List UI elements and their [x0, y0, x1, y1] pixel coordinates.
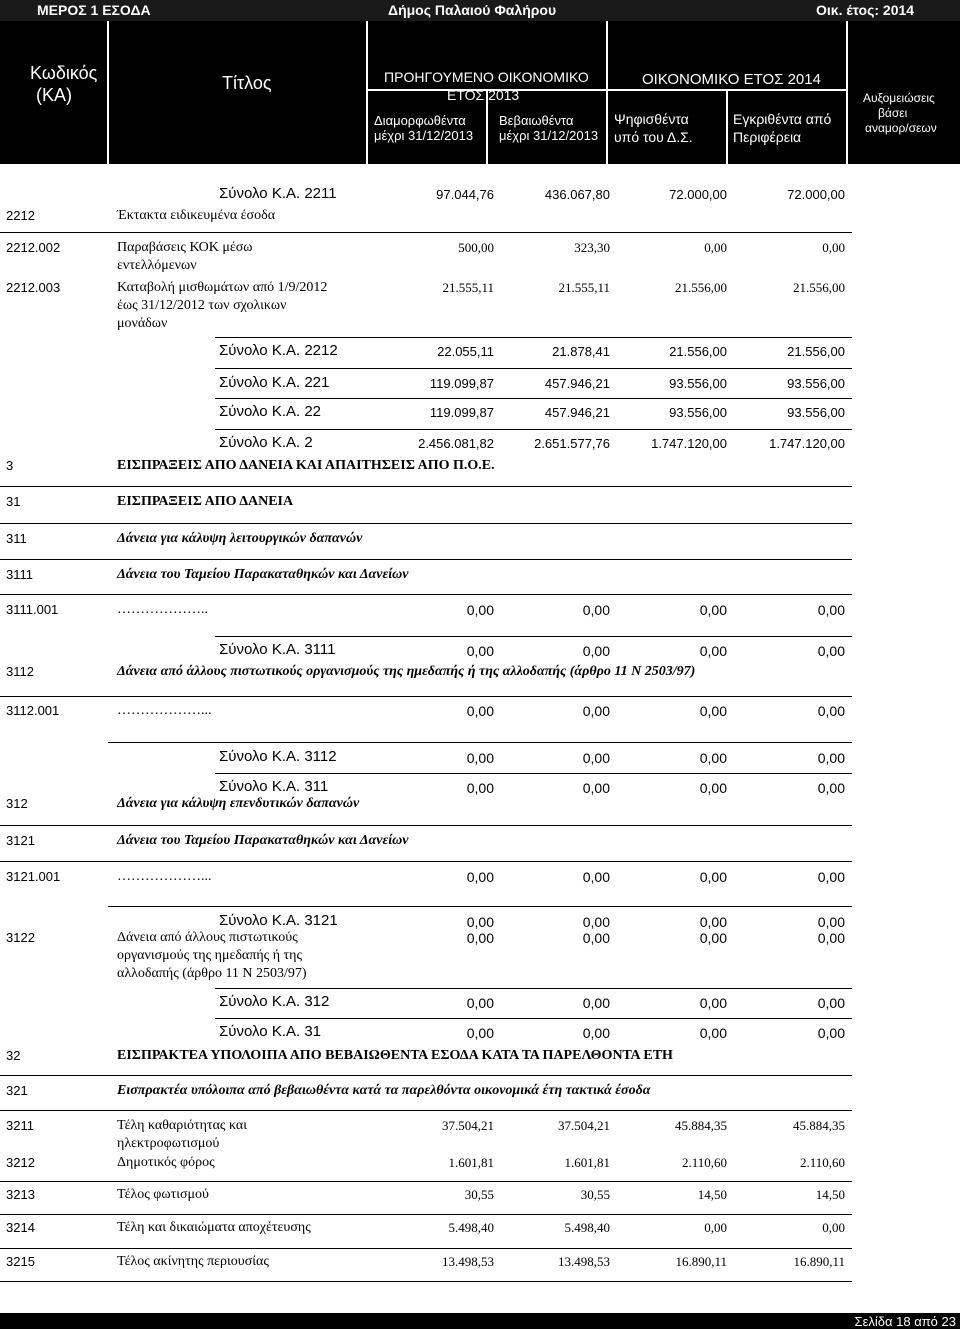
value-cell: 2.456.081,82: [418, 436, 494, 451]
account-title-line: εντελλόμενων: [117, 258, 197, 273]
value-cell: 119.099,87: [429, 376, 494, 391]
total-label: Σύνολο Κ.Α. 311: [219, 778, 329, 795]
value-cell: 0,00: [699, 703, 727, 719]
value-cell: 0,00: [582, 930, 610, 946]
prev-formed-header: Διαμορφωθέντα: [374, 113, 466, 128]
value-cell: 0,00: [817, 995, 845, 1011]
account-title: Δάνεια για κάλυψη επενδυτικών δαπανών: [117, 796, 360, 811]
value-cell: 0,00: [582, 602, 610, 618]
account-title-line: Δημοτικός φόρος: [117, 1155, 215, 1170]
account-title-line: Παραβάσεις ΚΟΚ μέσω: [117, 240, 253, 255]
account-code: 3111.001: [6, 602, 59, 617]
value-cell: 0,00: [699, 914, 727, 930]
account-code: 3122: [6, 930, 35, 945]
approved-header: Εγκριθέντα από: [733, 111, 832, 127]
value-cell: 1.747.120,00: [769, 436, 845, 451]
value-cell: 37.504,21: [442, 1118, 494, 1133]
value-cell: 21.556,00: [787, 344, 845, 359]
prev-year-header-sub: ΕΤΟΣ 2013: [447, 87, 520, 103]
value-cell: 21.878,41: [552, 344, 610, 359]
account-title: Δάνεια του Ταμείου Παρακαταθηκών και Δανείων: [117, 567, 409, 582]
account-code: 321: [6, 1083, 28, 1098]
account-code: 3213: [6, 1187, 35, 1202]
value-cell: 0,00: [817, 869, 845, 885]
value-cell: 0,00: [582, 914, 610, 930]
account-title: ΕΙΣΠΡΑΚΤΕΑ ΥΠΟΛΟΙΠΑ ΑΠΟ ΒΕΒΑΙΩΘΕΝΤΑ ΕΣΟΔΑ ΚΑΤΑ ΤΑ ΠΑΡΕΛΘΟΝΤΑ ΕΤΗ: [117, 1048, 673, 1063]
account-title-line: μονάδων: [117, 316, 168, 331]
value-cell: 0,00: [466, 703, 494, 719]
row-divider: [215, 368, 852, 369]
prev-certified-header: Βεβαιωθέντα: [499, 113, 574, 128]
value-cell: 0,00: [466, 1025, 494, 1041]
value-cell: 0,00: [466, 995, 494, 1011]
prev-year-header: ΠΡΟΗΓΟΥΜΕΝΟ ΟΙΚΟΝΟΜΙΚΟ: [384, 69, 589, 85]
value-cell: 5.498,40: [564, 1220, 610, 1235]
value-cell: 436.067,80: [544, 187, 610, 202]
page-number: Σελίδα 18 από 23: [854, 1314, 956, 1329]
column-header: [0, 21, 960, 164]
voted-header-sub: υπό του Δ.Σ.: [614, 129, 693, 145]
value-cell: 0,00: [466, 869, 494, 885]
cur-year-header: ΟΙΚΟΝΟΜΙΚΟ ΕΤΟΣ 2014: [642, 71, 821, 88]
row-divider: [215, 636, 852, 637]
account-title-line: οργανισμούς της ημεδαπής ή της: [117, 948, 303, 963]
account-code: 3121: [6, 833, 35, 848]
value-cell: 93.556,00: [669, 376, 727, 391]
account-title: Δάνεια από άλλους πιστωτικούς οργανισμούς της ημεδαπής ή της αλλοδαπής (άρθρο 11 Ν 2503/97): [117, 664, 696, 679]
account-code: 312: [6, 796, 28, 811]
total-label: Σύνολο Κ.Α. 22: [219, 403, 322, 420]
value-cell: 14,50: [815, 1187, 845, 1202]
account-title-line: έως 31/12/2012 των σχολικων: [117, 298, 287, 313]
row-divider: [108, 742, 852, 743]
prev-certified-header-sub: μέχρι 31/12/2013: [499, 128, 599, 143]
account-code: 311: [6, 531, 27, 546]
value-cell: 0,00: [466, 643, 494, 659]
code-header-sub: (ΚΑ): [36, 85, 72, 105]
value-cell: 0,00: [822, 1220, 845, 1235]
value-cell: 0,00: [466, 780, 494, 796]
value-cell: 21.556,00: [793, 280, 845, 295]
value-cell: 0,00: [582, 750, 610, 766]
value-cell: 0,00: [699, 780, 727, 796]
value-cell: 97.044,76: [436, 187, 494, 202]
row-divider: [0, 1181, 852, 1182]
value-cell: 500,00: [458, 240, 494, 255]
row-divider: [0, 232, 852, 233]
value-cell: 22.055,11: [437, 344, 494, 359]
value-cell: 0,00: [582, 1025, 610, 1041]
value-cell: 0,00: [699, 750, 727, 766]
value-cell: 93.556,00: [669, 405, 727, 420]
value-cell: 14,50: [697, 1187, 727, 1202]
account-code: 2212: [6, 208, 35, 223]
total-label: Σύνολο Κ.Α. 221: [219, 374, 330, 391]
row-divider: [0, 486, 852, 487]
account-code: 3215: [6, 1254, 35, 1269]
value-cell: 5.498,40: [448, 1220, 494, 1235]
row-divider: [215, 988, 852, 989]
account-title-line: Καταβολή μισθωμάτων από 1/9/2012: [117, 280, 328, 295]
total-label: Σύνολο Κ.Α. 3111: [219, 641, 336, 658]
account-title-line: Τέλη καθαριότητας και: [117, 1118, 247, 1133]
title-header: Τίτλος: [222, 73, 272, 93]
account-code: 3211: [6, 1118, 34, 1133]
value-cell: 0,00: [582, 703, 610, 719]
value-cell: 30,55: [580, 1187, 610, 1202]
value-cell: 0,00: [699, 930, 727, 946]
row-divider: [215, 1018, 852, 1019]
fiscal-year-label: Οικ. έτος: 2014: [816, 2, 915, 18]
row-divider: [0, 696, 852, 697]
account-title-line: Τέλη και δικαιώματα αποχέτευσης: [117, 1220, 311, 1235]
total-label: Σύνολο Κ.Α. 312: [219, 993, 330, 1010]
account-code: 3112: [6, 664, 34, 679]
value-cell: 323,30: [574, 240, 610, 255]
account-title: ΕΙΣΠΡΑΞΕΙΣ ΑΠΟ ΔΑΝΕΙΑ: [117, 494, 294, 509]
account-title: Έκτακτα ειδικευμένα έσοδα: [117, 208, 276, 223]
value-cell: 21.556,00: [669, 344, 727, 359]
value-cell: 0,00: [704, 1220, 727, 1235]
account-code: 3111: [6, 567, 33, 582]
account-title: ΕΙΣΠΡΑΞΕΙΣ ΑΠΟ ΔΑΝΕΙΑ ΚΑΙ ΑΠΑΙΤΗΣΕΙΣ ΑΠΟ Π.Ο.Ε.: [117, 458, 495, 473]
value-cell: 0,00: [582, 995, 610, 1011]
row-divider: [0, 1281, 852, 1282]
account-title-line: ηλεκτροφωτισμού: [117, 1136, 220, 1151]
value-cell: 0,00: [699, 995, 727, 1011]
total-label: Σύνολο Κ.Α. 2211: [219, 185, 337, 202]
section-label: ΜΕΡΟΣ 1 ΕΣΟΔΑ: [37, 2, 151, 18]
value-cell: 13.498,53: [442, 1254, 494, 1269]
value-cell: 93.556,00: [787, 405, 845, 420]
row-divider: [215, 337, 852, 338]
row-divider: [215, 773, 852, 774]
row-divider: [0, 559, 852, 560]
adjust-header-l2: βάσει: [878, 106, 908, 120]
total-label: Σύνολο Κ.Α. 31: [219, 1023, 322, 1040]
adjust-header-l3: αναμορ/σεων: [865, 121, 937, 135]
total-label: Σύνολο Κ.Α. 2: [219, 434, 313, 451]
value-cell: 72.000,00: [669, 187, 727, 202]
municipality-label: Δήμος Παλαιού Φαλήρου: [388, 2, 557, 18]
value-cell: 2.110,60: [681, 1155, 727, 1170]
value-cell: 0,00: [699, 602, 727, 618]
row-divider: [215, 429, 852, 430]
row-divider: [0, 1248, 852, 1249]
page-footer: [0, 1313, 960, 1329]
account-code: 32: [6, 1048, 21, 1063]
account-title: Εισπρακτέα υπόλοιπα από βεβαιωθέντα κατά τα παρελθόντα οικονομικά έτη τακτικά έσοδα: [117, 1083, 651, 1098]
account-title-line: αλλοδαπής (άρθρο 11 Ν 2503/97): [117, 966, 307, 981]
value-cell: 0,00: [582, 780, 610, 796]
account-code: 3121.001: [6, 869, 61, 884]
adjust-header: Αυξομειώσεις: [863, 91, 935, 105]
value-cell: 0,00: [466, 602, 494, 618]
top-bar: [0, 0, 960, 21]
value-cell: 13.498,53: [558, 1254, 610, 1269]
value-cell: 0,00: [704, 240, 727, 255]
account-title: Δάνεια του Ταμείου Παρακαταθηκών και Δανείων: [117, 833, 409, 848]
value-cell: 2.651.577,76: [534, 436, 610, 451]
value-cell: 0,00: [699, 869, 727, 885]
value-cell: 37.504,21: [558, 1118, 610, 1133]
account-code: 3212: [6, 1155, 35, 1170]
value-cell: 2.110,60: [799, 1155, 845, 1170]
value-cell: 457.946,21: [544, 376, 610, 391]
account-title-line: ………………...: [117, 703, 212, 718]
value-cell: 0,00: [817, 602, 845, 618]
account-code: 3112.001: [6, 703, 60, 718]
value-cell: 0,00: [582, 643, 610, 659]
account-title: Δάνεια για κάλυψη λειτουργικών δαπανών: [117, 531, 363, 546]
value-cell: 0,00: [699, 1025, 727, 1041]
value-cell: 16.890,11: [793, 1254, 845, 1269]
value-cell: 21.555,11: [442, 280, 494, 295]
row-divider: [0, 523, 852, 524]
value-cell: 0,00: [699, 643, 727, 659]
account-title-line: ………………...: [117, 869, 212, 884]
value-cell: 1.601,81: [564, 1155, 610, 1170]
value-cell: 119.099,87: [429, 405, 494, 420]
value-cell: 0,00: [466, 930, 494, 946]
row-divider: [0, 861, 852, 862]
total-label: Σύνολο Κ.Α. 2212: [219, 342, 338, 359]
value-cell: 0,00: [817, 703, 845, 719]
account-title-line: Τέλος φωτισμού: [117, 1187, 209, 1202]
account-code: 2212.003: [6, 280, 61, 295]
value-cell: 0,00: [817, 914, 845, 930]
row-divider: [0, 1075, 852, 1076]
value-cell: 1.747.120,00: [651, 436, 727, 451]
value-cell: 0,00: [466, 914, 494, 930]
row-divider: [215, 398, 852, 399]
code-header: Κωδικός: [30, 63, 98, 83]
value-cell: 0,00: [582, 869, 610, 885]
account-code: 2212.002: [6, 240, 61, 255]
value-cell: 0,00: [817, 1025, 845, 1041]
account-code: 3: [6, 458, 14, 473]
value-cell: 21.556,00: [675, 280, 727, 295]
row-divider: [0, 825, 852, 826]
value-cell: 1.601,81: [448, 1155, 494, 1170]
value-cell: 45.884,35: [675, 1118, 727, 1133]
prev-formed-header-sub: μέχρι 31/12/2013: [374, 128, 474, 143]
value-cell: 30,55: [464, 1187, 494, 1202]
account-code: 31: [6, 494, 21, 509]
value-cell: 72.000,00: [787, 187, 845, 202]
row-divider: [0, 1214, 852, 1215]
row-divider: [108, 906, 852, 907]
voted-header: Ψηφισθέντα: [614, 111, 689, 127]
value-cell: 0,00: [817, 780, 845, 796]
account-title-line: ………………..: [117, 602, 208, 617]
value-cell: 0,00: [817, 750, 845, 766]
account-code: 3214: [6, 1220, 35, 1235]
value-cell: 0,00: [817, 930, 845, 946]
row-divider: [0, 1110, 852, 1111]
value-cell: 21.555,11: [558, 280, 610, 295]
total-label: Σύνολο Κ.Α. 3112: [219, 748, 337, 765]
value-cell: 0,00: [466, 750, 494, 766]
value-cell: 93.556,00: [787, 376, 845, 391]
account-title-line: Δάνεια από άλλους πιστωτικούς: [117, 930, 298, 945]
value-cell: 457.946,21: [544, 405, 610, 420]
account-title-line: Τέλος ακίνητης περιουσίας: [117, 1254, 269, 1269]
approved-header-sub: Περιφέρεια: [733, 129, 802, 145]
value-cell: 45.884,35: [793, 1118, 845, 1133]
value-cell: 0,00: [822, 240, 845, 255]
row-divider: [0, 594, 852, 595]
total-label: Σύνολο Κ.Α. 3121: [219, 912, 338, 929]
value-cell: 0,00: [817, 643, 845, 659]
value-cell: 16.890,11: [675, 1254, 727, 1269]
